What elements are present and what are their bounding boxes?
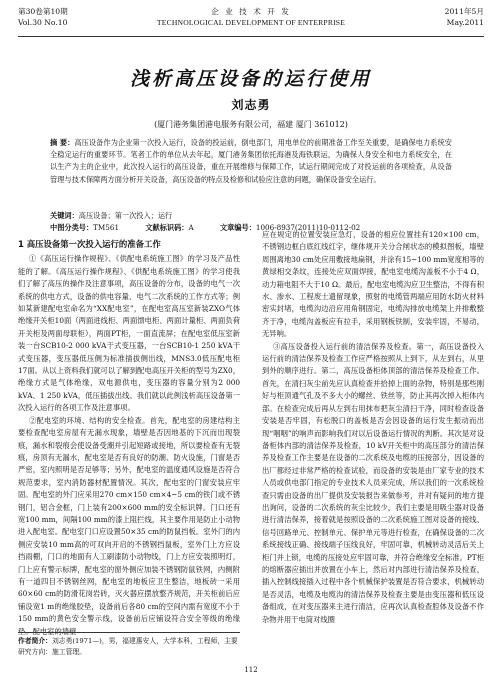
author-affiliation: (厦门港务集团港电服务有限公司，福建 厦门 361012) — [154, 120, 348, 129]
section-heading: 1 高压设备第一次投入运行的准备工作 — [18, 239, 161, 249]
paragraph-3: 应在规定的位置安装应急灯，设备的相应位置挂有120×100 cm，不锈钢边框白底红线红字，继体规开关分合闸状态的模拟图板，墙壁周围离地30 cm处应用敷接地扁钢，并涂有15~100 mm宽度相等的黄绿相交条纹，连接处应双面焊接，配电室电缆沟盖板不小于4 Ω，动力箱电阻不大于10 Ω。最后，配电室电缆沟应卫生整洁，不得有积水、渗水、工程废土遗留现象，照射的电缆管两端应用防水防火材料密实封堵，电缆沟边沿应用角钢固定，电缆沟排放电缆架上并排敷整齐于净，电缆沟盖板应有拉手，采用钢板铁制，安装牢固，不易动，无异响。 — [262, 230, 484, 339]
abstract — [50, 137, 452, 186]
page-number: 112 — [244, 666, 258, 674]
article-title: 浅析高压设备的运行使用 — [129, 68, 372, 90]
article-author: 刘志勇 — [231, 98, 271, 112]
paragraph-4: ③高压设备投入运行前的清洁保养及检查。第一，高压设备投入运行前的清洁保养及检查工作应严格按照从上到下，从左到右，从里到外的顺序进行。第二，高压设备柜体顶部的清洁保养及检查工作。首先，在清扫灰尘前先应认真检查并拾掉上面的杂物，特别是那些刚好与柜顶通气孔及不多大小的螺丝、铁丝等，防止其再次掉入柜体内部。在检查完成后再从左到右用抹布把灰尘清扫干净，同时检查设备安装是否牢固，有松脱口的盖板是否会因设备的运行发生振动而出现“咽咽”的响声而影响我们对以后设备运行情况的判断。其次是对设备柜体内部的清洁保养及检查，10 kV开关柜中的高压部分的清洁保养及检查工作主要是在设备的二次系统及电缆的压接部分，因设备的出厂都经过非常严格的检查试验，而设备的安装是由厂家专业的技术人员或供电部门指定的专业技术人员来完成，所以我们的一次系统检查只需由设备的出厂提供及安装报告来做参考，并对有疑问的地方提出询问，设备的二次系统的灰尘比较少，我们主要是用吸尘器对设备进行清洁保养，接着就是按照设备的二次系统施工图对设备的接线、信号回路单元、控制单元、保护单元等进行检查，在确保设备的二次系统接线正确、接线端子压线良好，牢固可靠，机械转动灵活后关上柜门并上锁，电缆的压接处应牢固可靠，并符合绝缘安全标准。PT柜的熔断器应插出并放置在小车上，然后对内部进行清洁保养及检查，插入控制线接插入过程中各个机械保护装置是否符合要求，机械转动是否灵活，电缆及电缆沟的清洁保养及检查主要是由变压器和低压设备组成，在对变压器来主进行清洁，应再次认真检查腔体及设备不作杂物并用干电筒对线圈 — [262, 341, 484, 624]
issue-en: Vol.30 No.10 — [18, 18, 68, 27]
journal-header — [18, 6, 484, 37]
journal-en: TECHNOLOGICAL DEVELOPMENT OF ENTERPRISE — [156, 18, 346, 27]
clc-label: 中图分类号： — [50, 223, 94, 232]
left-column — [18, 234, 240, 638]
article-no: 1006-8937(2011)10-0112-02 — [255, 223, 361, 232]
journal-name — [18, 6, 484, 28]
keywords-label: 关键词： — [50, 211, 79, 220]
keywords-line — [50, 210, 452, 222]
doc-code: A — [188, 223, 194, 232]
author-footnote — [18, 632, 240, 657]
issue-cn: 第30卷第10期 — [18, 7, 68, 16]
doc-code-label: 文献标识码： — [145, 223, 189, 232]
date-info — [445, 6, 484, 28]
date-cn: 2011年5月 — [444, 7, 484, 16]
right-column — [262, 229, 484, 626]
abstract-label: 摘 要： — [50, 138, 75, 147]
clc-code: TM561 — [93, 223, 120, 232]
footnote-text: 刘志勇(1971—)，男，福建惠安人，大学本科，工程师，主要研究方向：施工管理。 — [18, 637, 238, 656]
article-no-label: 文章编号： — [219, 223, 256, 232]
date-en: May.2011 — [446, 18, 484, 27]
keywords: 高压设备；第一次投入；运行 — [78, 211, 173, 220]
abstract-text: 高压设备作为企业第一次投入运行，设备的投运前，倒电部门，用电单位的前期准备工作至关重要，是确保电力系统安全稳定运行的重要环节。笔者工作的单位从去年起，厦门港务集团依托海港及海铁联运，为确保人身安全和电力系统安全，在以生产为主的企业中，此次投入运行的高压设备，重在开展维修与保障工作，试运行期间完成了对投运前的各项检查，从设备管理与技术保障两方面分析开关设备，高压设备的特点及检修和试验应注意的问题，确保设备安全运行。 — [50, 138, 452, 184]
journal-cn: 企 业 技 术 开 发 — [211, 7, 291, 16]
footnote-label: 作者简介： — [18, 637, 52, 645]
paragraph-2: ②配电室的环境、结构的安全检查。首先，配电室的房建结构主要检查配电室房屋有无漏水现象，墙壁是否因地基的下沉而出现裂痕，漏水和裂痕会使设备受潮并引起短路或接地，所以要检查有无裂痕，房顶有无漏水，配电室是否有良好的防潮、防火设施，门窗是否严密，室内照明是否足够等；另外，配电室的温度通风设施是否符合规范要求，室内消防器材配置情况。其次，配电室的门窗安装应牢固。配电室的外门应采用270 cm×150 cm×4~5 cm的铁门或不锈钢门，铝合金框，门上装有200×600 mm的安全标识牌。门口还有宽100 mm，间隔100 mm的漆上阻拦线，其主要作用是防止小动物进入配电室。配电室门口应设置50×35 cm的防鼠挡板。室外门的内侧应安装10 mm高的可双向开启的不锈钢挡鼠板，室外门上方应设挡雨棚，门口的地面有人工刷漆防小动物线，门上方应安装照明灯，门上应有警示标牌，配电室的窗外侧应加装不锈钢防鼠铁网，内侧附有一道四目不锈钢丝网，配电室的地板应卫生整洁，地板砖一采用60×60 cm的防滑花岗岩砖，灭火器应摆放整齐规范，开关柜前后应铺设宽1 m的绝缘胶垫，设备前后各80 cm的空间内需有宽度不小于150 mm的黄色安全警示线，设备前后应铺设符合安全等级的绝缘垫。配电室的墙壁 — [18, 415, 240, 636]
paragraph-1: ①《高压运行操作规程》、《供配电系统施工图》的学习及产品性能的了解。《高压运行操作规程》、《供配电系统施工图》的学习使我们了解了高压的操作及注意事项，高压设备的分布，设备的电气一次系统的供电方式，设备的供电容量、电气二次系统的工作方式等；例如某新建配电室命名为“XX配电室”，在配电室高压室新装ZXO气体绝缘开关柜10面（两面进线柜、两面馈电柜、两面计量柜、两面负荷开关柜及两面母联柜），两面PT柜，一面直流屏；在配电室低压室新装一台SCB10-2 000 kVA干式变压器，一台SCB10-1 250 kVA干式变压器，变压器低压侧为标准插拔侧出线，MNS3.0低压配电柜17面。从以上资料我们就可以了解到配电高压开关柜的型号为ZX0，绝缘方式是气体绝缘，双电源供电，变压器的容量分别为2 000 kVA、1 250 kVA，低压插拔出线。我们就以此例浅析高压设备第一次投入运行的各项工作及注意事项。 — [18, 254, 240, 413]
